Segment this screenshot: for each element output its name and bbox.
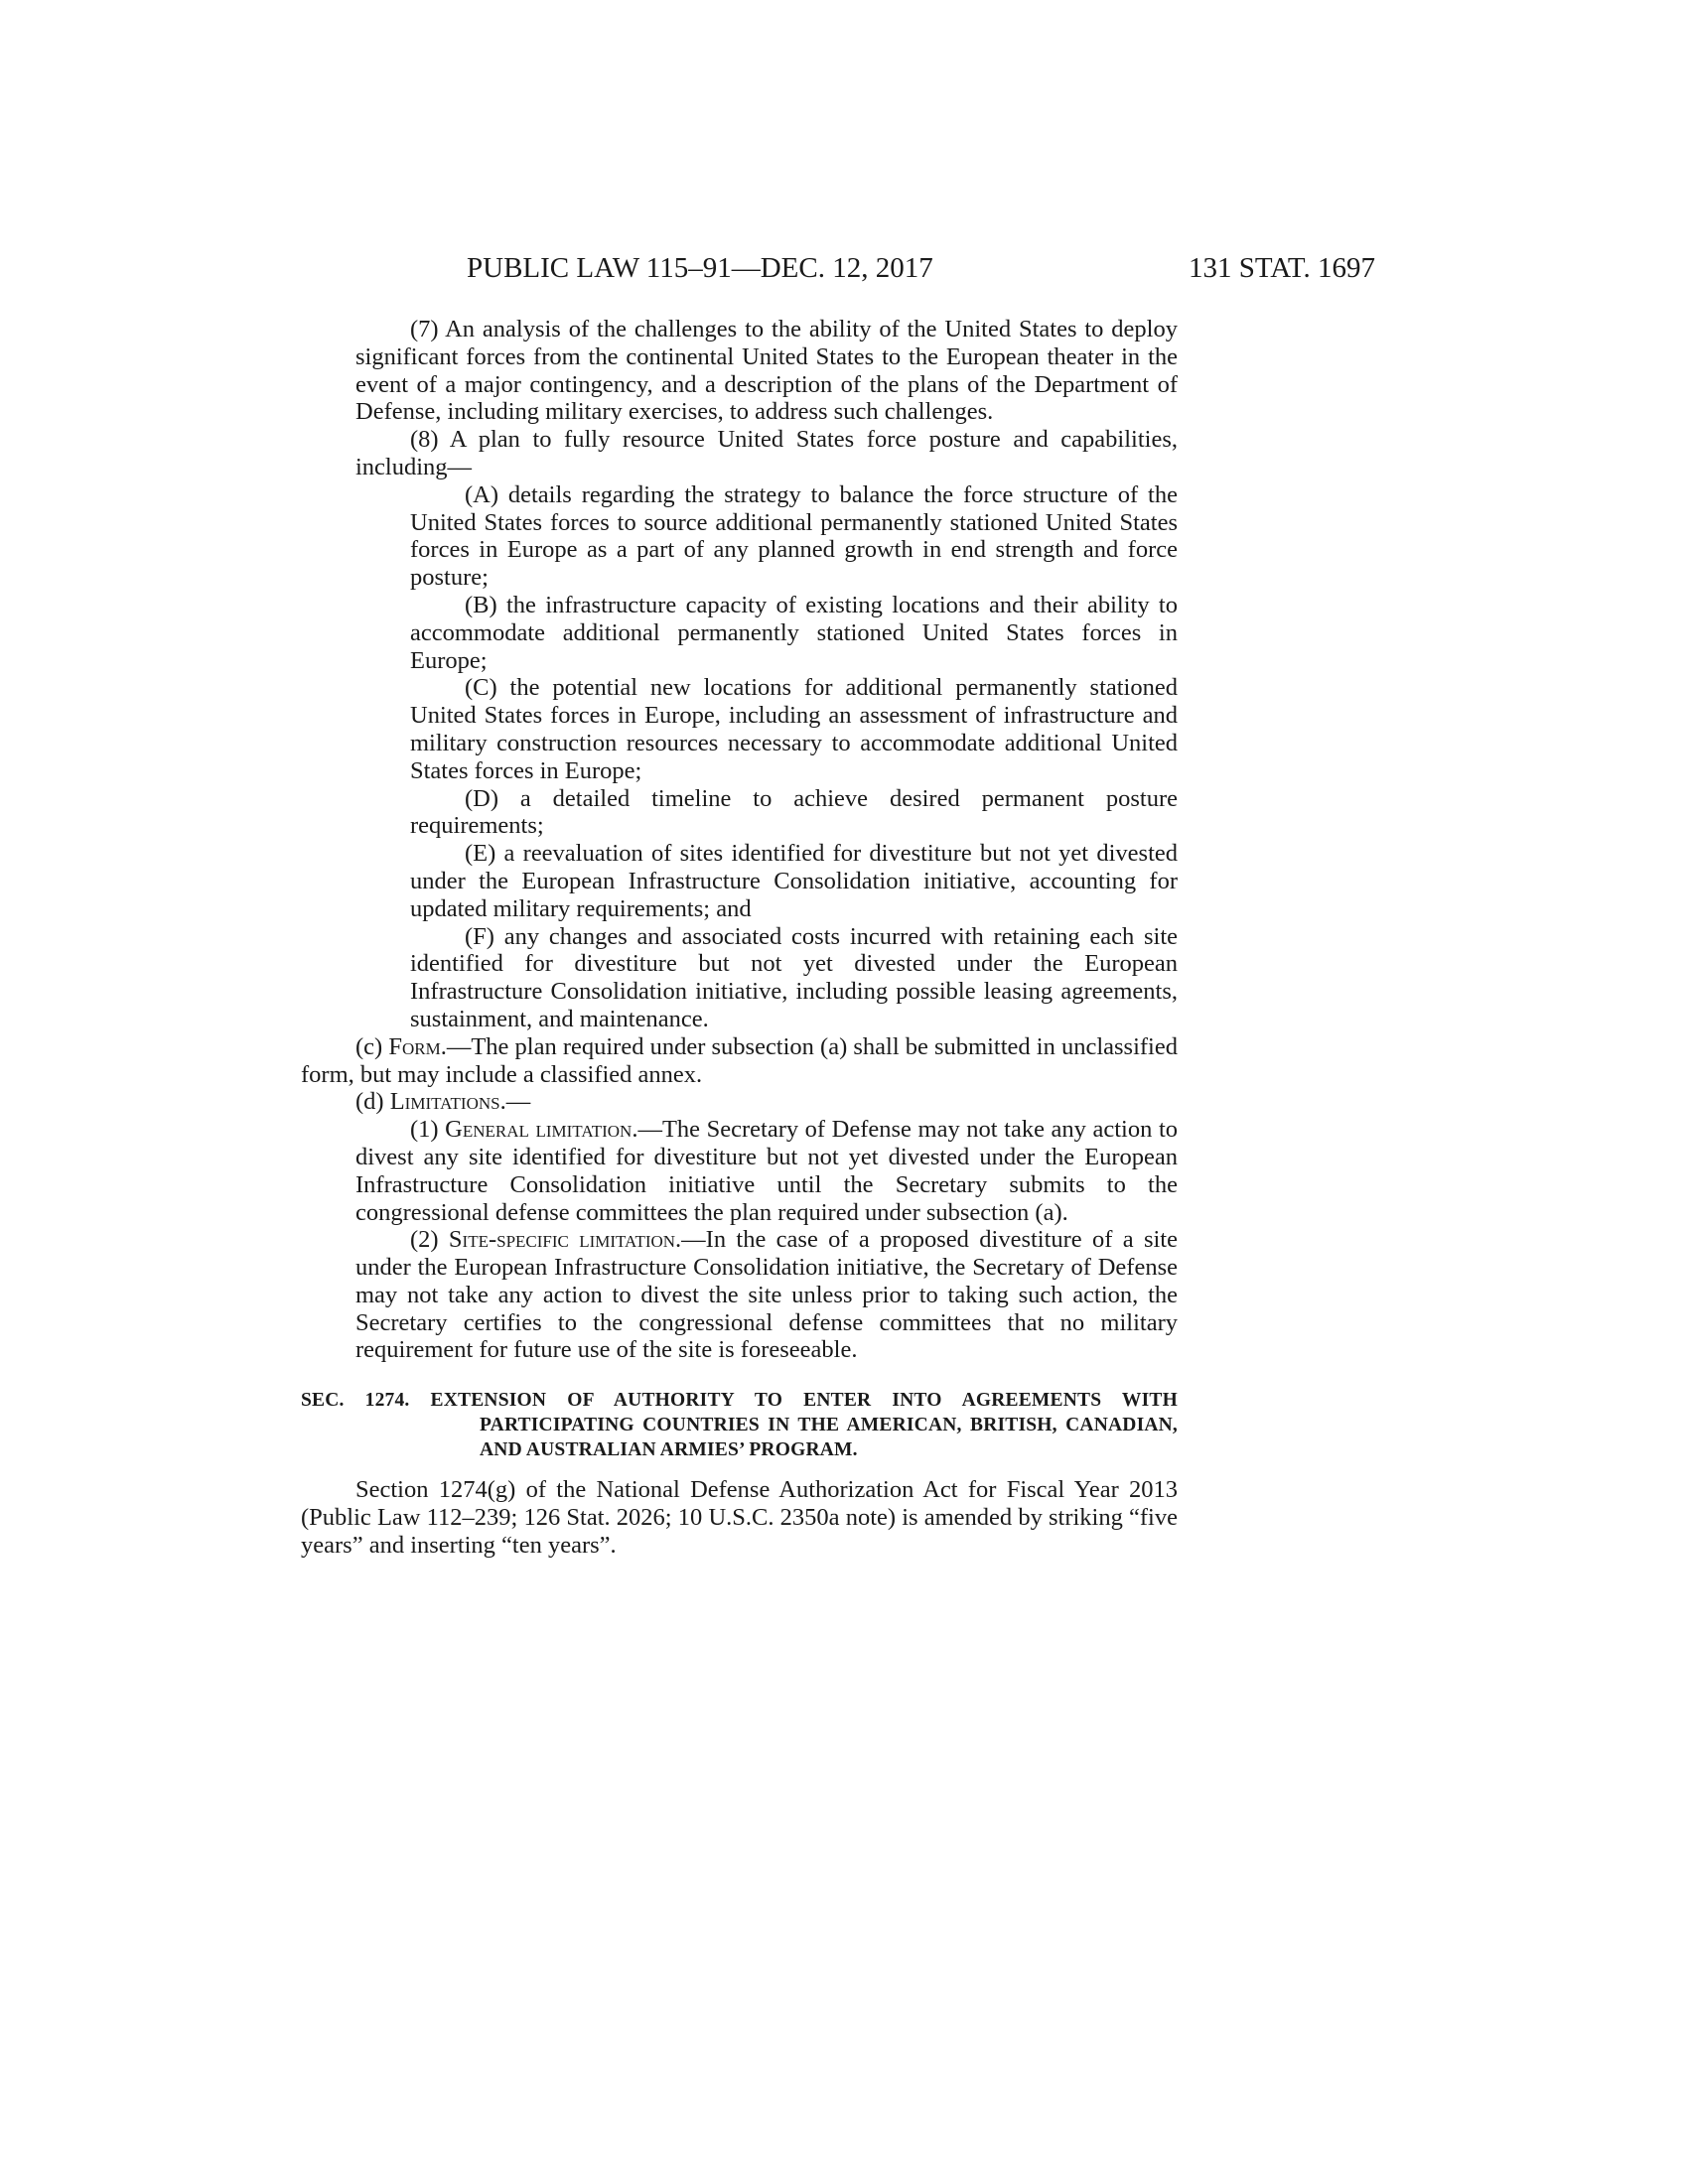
d1-heading: General limitation [445, 1116, 633, 1144]
body-text [301, 316, 1178, 1560]
d2-heading: Site-specific limitation [448, 1226, 676, 1254]
subsection-c-text: .—The plan required under subsection (a) shall be submitted in unclassified form, but may include a classified annex. [301, 1032, 1178, 1088]
subsection-d-paragraph-1 [301, 1116, 1178, 1226]
running-head-title: PUBLIC LAW 115–91—DEC. 12, 2017 [467, 252, 933, 284]
subsection-d-dash: .— [499, 1088, 531, 1116]
d2-label: (2) [410, 1226, 449, 1254]
subsection-d [301, 1088, 1178, 1116]
section-heading: SEC. 1274. EXTENSION OF AUTHORITY TO ENTER INTO AGREEMENTS WITH PARTICIPATING COUNTRIES IN THE AMERICAN, BRITISH, CANADIAN, AND AUSTRALIAN ARMIES’ PROGRAM. [301, 1390, 1178, 1461]
subsection-d-paragraph-2 [301, 1226, 1178, 1364]
subsection-c [301, 1033, 1178, 1089]
paragraph-8: (8) A plan to fully resource United States force posture and capabilities, including— [355, 426, 1178, 480]
subparagraph-a: (A) details regarding the strategy to balance the force structure of the United States forces to source additional permanently stationed United States forces in Europe as a part of any planned growth in end strength and force posture; [410, 480, 1178, 592]
subparagraph-b: (B) the infrastructure capacity of existing locations and their ability to accommodate additional permanently stationed United States forces in Europe; [410, 591, 1178, 674]
subsection-d-heading: Limitations [389, 1088, 500, 1116]
subparagraph-e: (E) a reevaluation of sites identified for divestiture but not yet divested under the European Infrastructure Consolidation initiative, accounting for updated military requirements; and [410, 840, 1178, 922]
running-head-page-number: 131 STAT. 1697 [1188, 252, 1375, 284]
section-text: Section 1274(g) of the National Defense Authorization Act for Fiscal Year 2013 (Public Law 112–239; 126 Stat. 2026; 10 U.S.C. 2350a note) is amended by striking “five years” and inserting “ten years”. [301, 1476, 1178, 1559]
d1-label: (1) [410, 1116, 446, 1144]
subsection-c-heading: Form [388, 1032, 441, 1060]
subparagraph-c: (C) the potential new locations for additional permanently stationed United States forces in Europe, including an assessment of infrastructure and military construction resources necessary to accommodate additional United States forces in Europe; [410, 674, 1178, 784]
subparagraph-d: (D) a detailed timeline to achieve desired permanent posture requirements; [410, 784, 1178, 840]
subparagraph-f: (F) any changes and associated costs incurred with retaining each site identified for divestiture but not yet divested under the European Infrastructure Consolidation initiative, including possible leasing agreements, sustainment, and maintenance. [410, 922, 1178, 1032]
paragraph-7: (7) An analysis of the challenges to the ability of the United States to deploy significant forces from the continental United States to the European theater in the event of a major contingency, and a description of the plans of the Department of Defense, including military exercises, to address such challenges. [355, 316, 1178, 426]
subsection-d-label: (d) [355, 1088, 390, 1116]
subsection-c-label: (c) [355, 1032, 389, 1060]
d2-text: .—In the case of a proposed divestiture of a site under the European Infrastructure Consolidation initiative, the Secretary of Defense may not take any action to divest the site unless prior to taking such action, the Secretary certifies to the congressional defense committees that no military requirement for future use of the site is foreseeable. [355, 1226, 1178, 1364]
d1-text: .—The Secretary of Defense may not take any action to divest any site identified for divestiture but not yet divested under the European Infrastructure Consolidation initiative until the Secretary submits to the congressional defense committees the plan required under subsection (a). [355, 1116, 1178, 1226]
running-head [467, 250, 1375, 286]
